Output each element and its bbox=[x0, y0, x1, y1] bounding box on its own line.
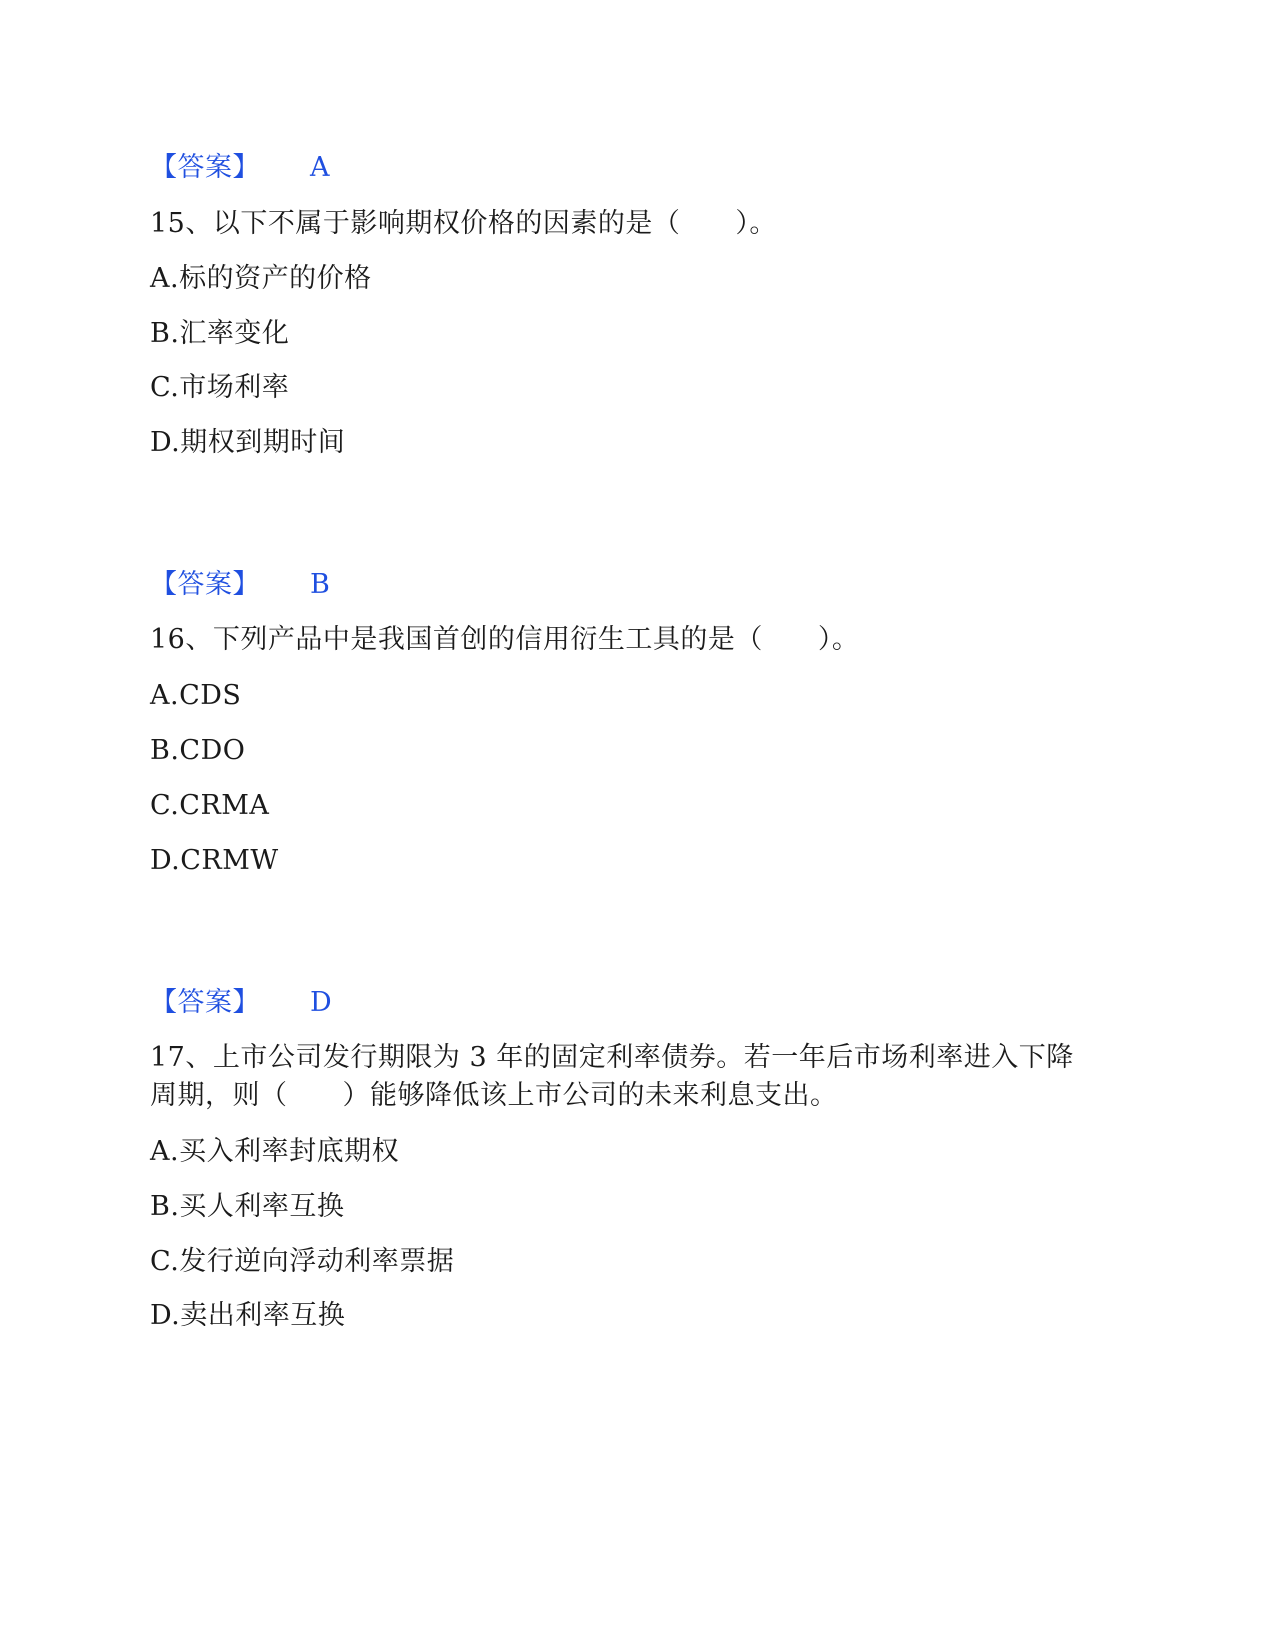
q16-option-c: C.CRMA bbox=[150, 790, 270, 821]
answer-label: 【答案】 bbox=[150, 987, 260, 1018]
q17-option-b: B.买人利率互换 bbox=[150, 1191, 345, 1222]
q17-option-d: D.卖出利率互换 bbox=[150, 1300, 346, 1331]
q15-option-d: D.期权到期时间 bbox=[150, 427, 346, 458]
q16-option-a: A.CDS bbox=[150, 680, 242, 711]
question-17-stem-line2: 周期，则（ ）能够降低该上市公司的未来利息支出。 bbox=[150, 1080, 838, 1111]
q15-option-a: A.标的资产的价格 bbox=[150, 263, 372, 294]
question-16-stem: 16、下列产品中是我国首创的信用衍生工具的是（ ）。 bbox=[150, 624, 860, 655]
answer-label: 【答案】 bbox=[150, 569, 260, 600]
q16-option-d: D.CRMW bbox=[150, 845, 279, 876]
answer-row-q14 bbox=[150, 148, 330, 188]
answer-label: 【答案】 bbox=[150, 152, 260, 183]
q17-option-a: A.买入利率封底期权 bbox=[150, 1136, 400, 1167]
answer-row-q15 bbox=[150, 565, 330, 605]
question-15-stem: 15、以下不属于影响期权价格的因素的是（ ）。 bbox=[150, 208, 777, 239]
answer-value: A bbox=[310, 152, 330, 183]
q17-option-c: C.发行逆向浮动利率票据 bbox=[150, 1246, 455, 1277]
q15-option-c: C.市场利率 bbox=[150, 372, 290, 403]
answer-row-q16 bbox=[150, 983, 332, 1023]
answer-value: B bbox=[310, 569, 331, 600]
q16-option-b: B.CDO bbox=[150, 735, 246, 766]
question-17-stem-line1: 17、上市公司发行期限为 3 年的固定利率债券。若一年后市场利率进入下降 bbox=[150, 1042, 1074, 1073]
answer-value: D bbox=[310, 987, 333, 1018]
q15-option-b: B.汇率变化 bbox=[150, 318, 290, 349]
